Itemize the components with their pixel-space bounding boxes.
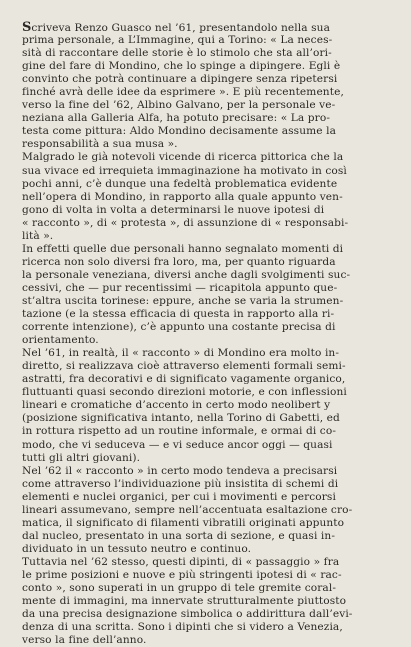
text-line: gine del fare di Mondino, che lo spinge a dipingere. Egli è — [22, 60, 341, 73]
document-page — [22, 21, 388, 647]
text-line: tutti gli altri giovani). — [22, 451, 141, 464]
text-line: mente di immagini, ma innervate strutturalmente piuttosto — [22, 595, 347, 608]
text-line: modo, che vi seduceva — e vi seduce ancor oggi — quasi — [22, 438, 333, 451]
text-line: matica, il significato di filamenti vibratili originati appunto — [22, 516, 345, 529]
first-line-text: criveva Renzo Guasco nel ’61, presentandolo nella sua — [31, 22, 330, 34]
text-line-first — [22, 21, 388, 34]
text-line: finché avrà delle idee da esprimere ». E più recentemente, — [22, 86, 344, 99]
text-line: ricerca non solo diversi fra loro, ma, per quanto riguarda — [22, 255, 336, 268]
text-line: diretto, si realizzava cioè attraverso elementi formali semi- — [22, 360, 346, 373]
text-line: (posizione significativa intanto, nella Torino di Gabetti, ed — [22, 412, 340, 425]
text-line: Nel ’62 il « racconto » in certo modo tendeva a precisarsi — [22, 464, 338, 477]
text-line: « racconto », di « protesta », di assunzione di « responsabi- — [22, 216, 349, 229]
text-line: lineari assumevano, sempre nell’accentuata esaltazione cro- — [22, 503, 353, 516]
text-line: sua vivace ed irrequieta immaginazione ha motivato in così — [22, 164, 347, 177]
text-line: verso la fine del ’62, Albino Galvano, per la personale ve- — [22, 99, 336, 112]
text-line: denza di una scritta. Sono i dipinti che si videro a Venezia, — [22, 621, 343, 634]
text-line: In effetti quelle due personali hanno segnalato momenti di — [22, 242, 344, 255]
text-line: sità di raccontare delle storie è lo stimolo che sta all’ori- — [22, 47, 332, 60]
text-line: Tuttavia nel ’62 stesso, questi dipinti, di « passaggio » fra — [22, 555, 340, 568]
text-line: in rottura rispetto ad un routine informale, e ormai di co- — [22, 425, 337, 438]
text-line: neziana alla Galleria Alfa, ha potuto precisare: « La pro- — [22, 112, 331, 125]
drop-cap: S — [22, 20, 32, 35]
text-line: da una precisa designazione simbolica o addirittura dall’evi- — [22, 608, 353, 621]
text-line: fluttuanti quasi secondo direzioni motorie, e con inflessioni — [22, 386, 347, 399]
text-line: Malgrado le già notevoli vicende di ricerca pittorica che la — [22, 151, 344, 164]
text-line: dal nucleo, presentato in una sorta di sezione, e quasi in- — [22, 529, 336, 542]
text-line: conto », sono superati in un gruppo di tele gremite coral- — [22, 582, 336, 595]
text-line: come attraverso l’individuazione più insistita di schemi di — [22, 477, 339, 490]
text-line: Nel ’61, in realtà, il « racconto » di Mondino era molto in- — [22, 347, 340, 360]
text-line: convinto che potrà continuare a dipingere senza ripetersi — [22, 73, 338, 86]
text-line: orientamento. — [22, 334, 99, 347]
text-line: la personale veneziana, diversi anche dagli svolgimenti suc- — [22, 268, 351, 281]
text-line: st’altra uscita torinese: eppure, anche se varia la strumen- — [22, 294, 344, 307]
text-line: gono di volta in volta a determinarsi le nuove ipotesi di — [22, 203, 325, 216]
text-line: pochi anni, c’è dunque una fedeltà problematica evidente — [22, 177, 338, 190]
text-line: nell’opera di Mondino, in rapporto alla quale appunto ven- — [22, 190, 343, 203]
text-line: cessivi, che — pur recentissimi — ricapitola appunto que- — [22, 281, 338, 294]
text-line: corrente intenzione), c’è appunto una costante precisa di — [22, 321, 336, 334]
text-line: prima personale, a L’Immagine, qui a Torino: « La neces- — [22, 34, 333, 47]
text-line: testa come pittura: Aldo Mondino decisamente assume la — [22, 125, 337, 138]
text-line: elementi e nuclei organici, per cui i movimenti e percorsi — [22, 490, 336, 503]
text-line: lineari e cromatiche d’accento in certo modo neolibert y — [22, 399, 331, 412]
text-line: verso la fine dell’anno. — [22, 634, 147, 647]
text-line: responsabilità a sua musa ». — [22, 138, 178, 151]
text-line: dividuato in un tessuto neutro e continuo. — [22, 542, 252, 555]
text-line: tazione (e la stessa efficacia di questa in rapporto alla ri- — [22, 308, 335, 321]
text-line: lità ». — [22, 229, 54, 242]
text-line: astratti, fra decorativi e di significato vagamente organico, — [22, 373, 346, 386]
text-line: le prime posizioni e nuove e più stringenti ipotesi di « rac- — [22, 568, 342, 581]
